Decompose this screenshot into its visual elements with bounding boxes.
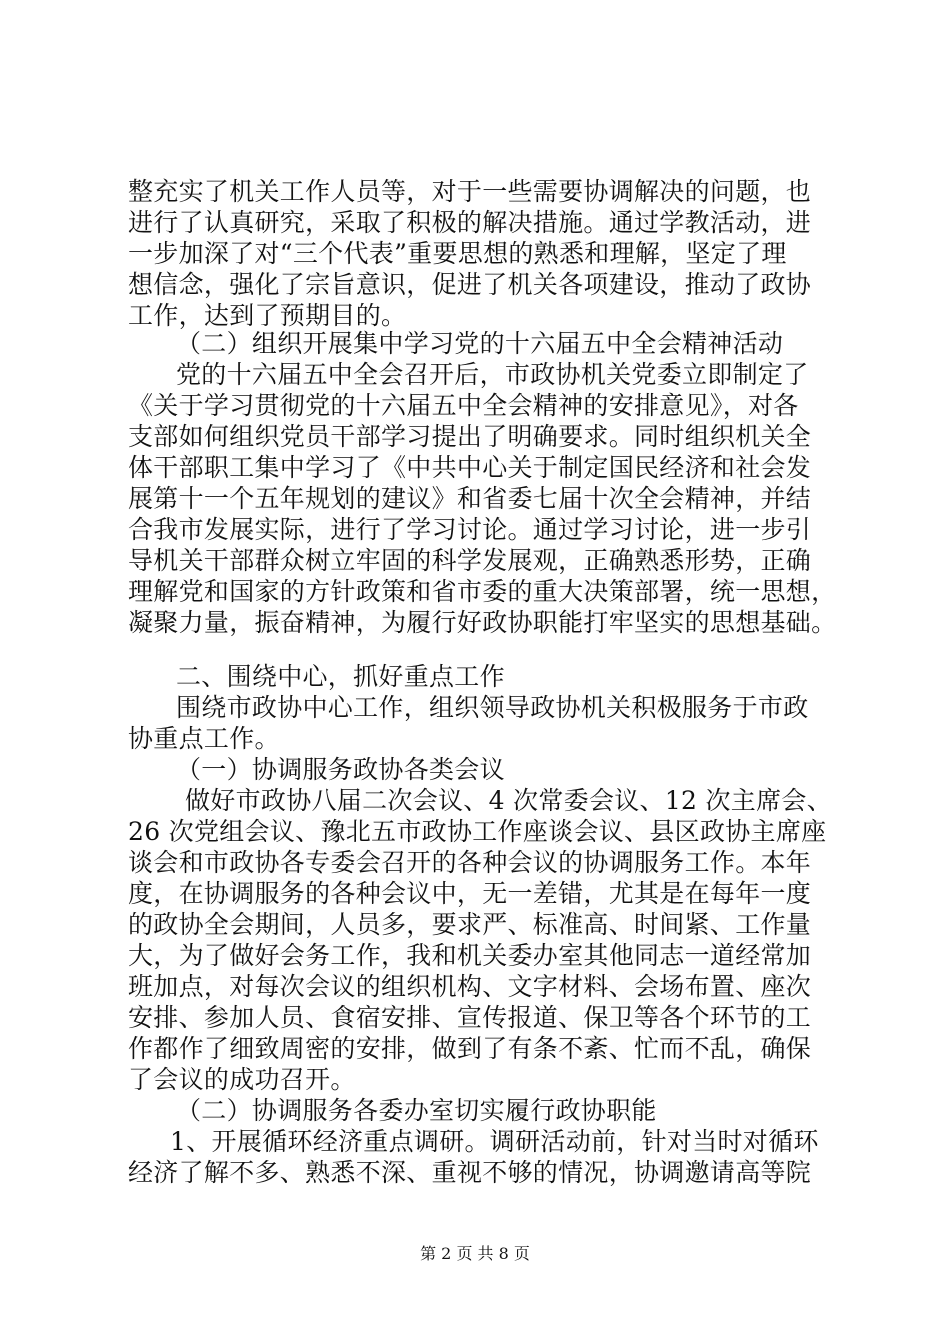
- body-line: 作都作了细致周密的安排，做到了有条不紊、忙而不乱，确保: [128, 1034, 812, 1063]
- body-line: 班加点，对每次会议的组织机构、文字材料、会场布置、座次: [128, 972, 812, 1001]
- section-heading: （二）协调服务各委办室切实履行政协职能: [176, 1096, 657, 1125]
- paragraph-start-line: 做好市政协八届二次会议、4 次常委会议、12 次主席会、: [185, 786, 833, 815]
- body-line: 《关于学习贯彻党的十六届五中全会精神的安排意见》，对各: [128, 391, 799, 420]
- section-heading: （一）协调服务政协各类会议: [176, 755, 505, 784]
- section-heading: 二、围绕中心，抓好重点工作: [176, 662, 505, 691]
- body-line: 的政协全会期间，人员多，要求严、标准高、时间紧、工作量: [128, 910, 812, 939]
- body-line: 了会议的成功召开。: [128, 1065, 356, 1094]
- body-line: 谈会和市政协各专委会召开的各种会议的协调服务工作。本年: [128, 848, 812, 877]
- body-line: 支部如何组织党员干部学习提出了明确要求。同时组织机关全: [128, 422, 812, 451]
- body-line: 展第十一个五年规划的建议》和省委七届十次全会精神，并结: [128, 484, 812, 513]
- body-line: 大，为了做好会务工作，我和机关委办室其他同志一道经常加: [128, 941, 812, 970]
- body-line: 一步加深了对“三个代表”重要思想的熟悉和理解，坚定了理: [128, 239, 787, 268]
- page-footer: 第 2 页 共 8 页: [420, 1244, 530, 1263]
- body-line: 理解党和国家的方针政策和省市委的重大决策部署，统一思想，: [128, 577, 837, 606]
- body-line: 协重点工作。: [128, 724, 280, 753]
- body-line: 合我市发展实际，进行了学习讨论。通过学习讨论，进一步引: [128, 515, 812, 544]
- body-line: 度，在协调服务的各种会议中，无一差错，尤其是在每年一度: [128, 879, 812, 908]
- paragraph-start-line: 党的十六届五中全会召开后，市政协机关党委立即制定了: [176, 360, 809, 389]
- body-line: 整充实了机关工作人员等，对于一些需要协调解决的问题，也: [128, 177, 812, 206]
- body-line: 导机关干部群众树立牢固的科学发展观，正确熟悉形势，正确: [128, 546, 812, 575]
- body-line: 安排、参加人员、食宿安排、宣传报道、保卫等各个环节的工: [128, 1003, 812, 1032]
- body-line: 经济了解不多、熟悉不深、重视不够的情况，协调邀请高等院: [128, 1158, 812, 1187]
- body-line: 26 次党组会议、豫北五市政协工作座谈会议、县区政协主席座: [128, 817, 827, 846]
- body-line: 体干部职工集中学习了《中共中心关于制定国民经济和社会发: [128, 453, 812, 482]
- section-heading: （二）组织开展集中学习党的十六届五中全会精神活动: [176, 329, 784, 358]
- paragraph-start-line: 1、开展循环经济重点调研。调研活动前，针对当时对循环: [170, 1127, 819, 1156]
- body-line: 凝聚力量，振奋精神，为履行好政协职能打牢坚实的思想基础。: [128, 608, 837, 637]
- body-line: 工作，达到了预期目的。: [128, 301, 407, 330]
- body-line: 想信念，强化了宗旨意识，促进了机关各项建设，推动了政协: [128, 270, 812, 299]
- body-line: 进行了认真研究，采取了积极的解决措施。通过学教活动，进: [128, 208, 812, 237]
- paragraph-start-line: 围绕市政协中心工作，组织领导政协机关积极服务于市政: [176, 693, 809, 722]
